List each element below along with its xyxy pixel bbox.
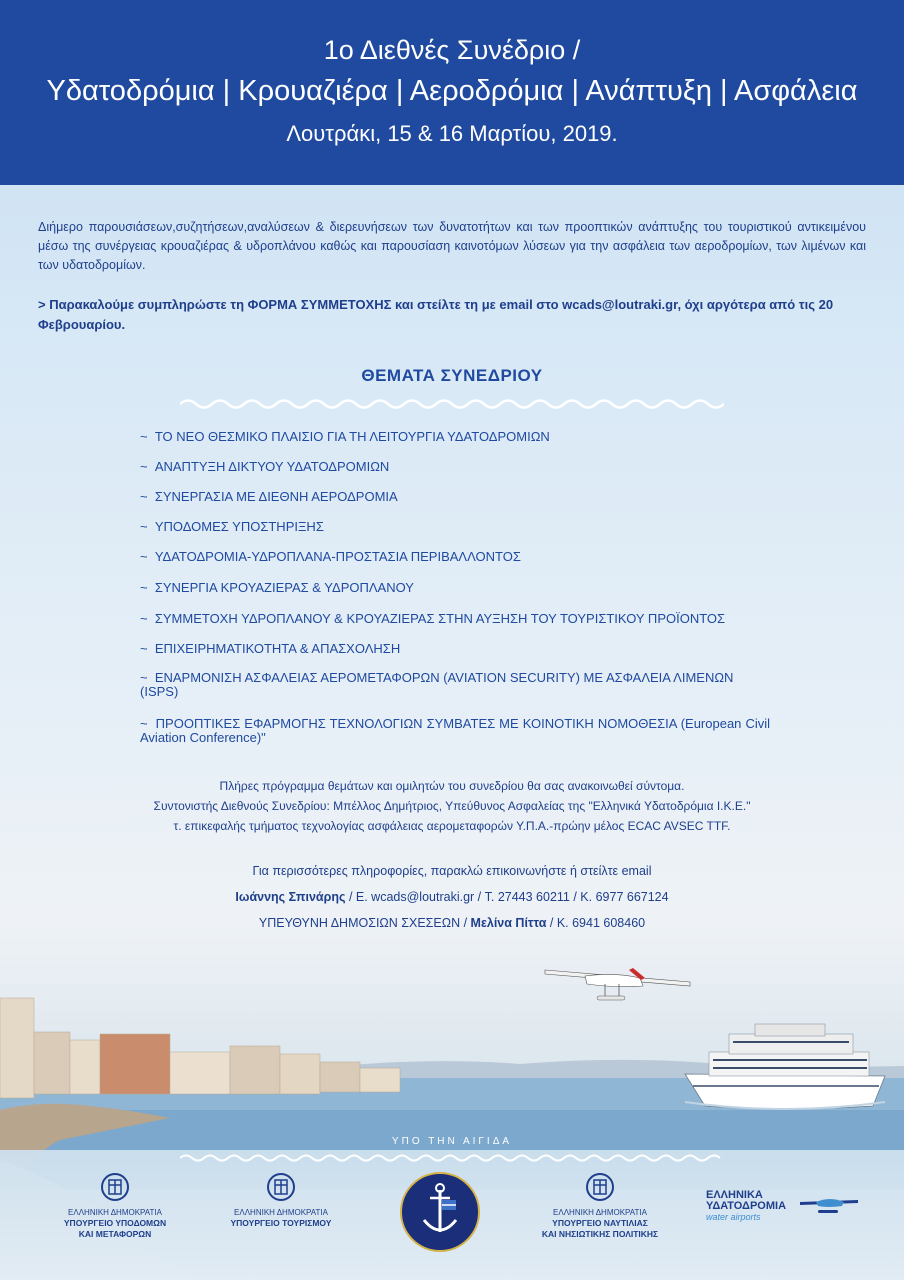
coast-guard-emblem [400,1172,480,1252]
coordinator-line: Συντονιστής Διεθνούς Συνεδρίου: Μπέλλος Δημήτριος, Υπεύθυνος Ασφαλείας της "Ελληνικά Υδατοδρόμια Ι.Κ.Ε." [153,799,751,813]
wave-divider [180,396,724,412]
wave-divider-footer [180,1152,724,1164]
topic-item: ~ ΣΥΝΕΡΓΑΣΙΑ ΜΕ ΔΙΕΘΝΗ ΑΕΡΟΔΡΟΜΙΑ [140,489,398,504]
topic-item: ~ ΣΥΝΕΡΓΙΑ ΚΡΟΥΑΖΙΕΡΑΣ & ΥΔΡΟΠΛΑΝΟΥ [140,580,414,595]
topics-heading: ΘΕΜΑΤΑ ΣΥΝΕΔΡΙΟΥ [361,366,543,385]
dash-icon: ~ [140,519,155,534]
ministry-shipping-logo: ΕΛΛΗΝΙΚΗ ΔΗΜΟΚΡΑΤΙΑ ΥΠΟΥΡΓΕΙΟ ΝΑΥΤΙΛΙΑΣ ΚΑΙ ΝΗΣΙΩΤΙΚΗΣ ΠΟΛΙΤΙΚΗΣ [520,1172,680,1240]
registration-notice: > Παρακαλούμε συμπληρώστε τη ΦΟΡΜΑ ΣΥΜΜΕΤΟΧΗΣ και στείλτε τη με email στο wcads@loutraki.gr, όχι αργότερα από τις 20 Φεβρουαρίου. [38,297,834,332]
coordinator-credentials: τ. επικεφαλής τμήματος τεχνολογίας ασφάλειας αερομεταφορών Υ.Π.Α.-πρώην μέλος ECAC AVSEC TTF. [173,819,731,833]
seaplane-icon [798,1192,860,1216]
topic-item: ~ ΕΝΑΡΜΟΝΙΣΗ ΑΣΦΑΛΕΙΑΣ ΑΕΡΟΜΕΤΑΦΟΡΩΝ (AVIATION SECURITY) ΜΕ ΑΣΦΑΛΕΙΑ ΛΙΜΕΝΩΝ (ISPS) [140,670,734,699]
contact-details-primary: / Ε. wcads@loutraki.gr / Τ. 27443 60211 / Κ. 6977 667124 [345,890,669,904]
topic-item: ~ ΥΔΑΤΟΔΡΟΜΙΑ-ΥΔΡΟΠΛΑΝΑ-ΠΡΟΣΤΑΣΙΑ ΠΕΡΙΒΑΛΛΟΝΤΟΣ [140,549,521,564]
anchor-emblem-icon [402,1174,478,1250]
topic-item: ~ ΤΟ ΝΕΟ ΘΕΣΜΙΚΟ ΠΛΑΙΣΙΟ ΓΙΑ ΤΗ ΛΕΙΤΟΥΡΓΙΑ ΥΔΑΤΟΔΡΟΜΙΩΝ [140,429,550,444]
dash-icon: ~ [140,459,155,474]
conference-subtitle: Υδατοδρόμια | Κρουαζιέρα | Αεροδρόμια | Ανάπτυξη | Ασφάλεια [46,75,858,107]
hellenic-water-airports-logo: ΕΛΛΗΝΙΚΑ ΥΔΑΤΟΔΡΟΜΙΑ water airports [706,1190,866,1226]
greek-emblem-icon [266,1172,296,1202]
town-buildings [0,998,400,1098]
dash-icon: ~ [140,716,156,731]
contact-primary [0,890,904,904]
greek-emblem-icon [585,1172,615,1202]
dash-icon: ~ [140,489,155,504]
header-banner [0,0,904,185]
program-note: Πλήρες πρόγραμμα θεμάτων και ομιλητών του συνεδρίου θα σας ανακοινωθεί σύντομα. [219,779,685,793]
conference-title: 1ο Διεθνές Συνέδριο / [323,35,581,65]
intro-paragraph: Διήμερο παρουσιάσεων,συζητήσεων,αναλύσεων & διερευνήσεων των δυνατοτήτων και των προοπτικών ανάπτυξης του τουριστικού αντικειμένου μέσω της συνέργειας κρουαζιέρας & υδροπλάνου καθώς και παρουσίαση καινοτόμων λύσεων για την ασφάλεια των αεροδρομίων, των λιμένων και των υδατοδρομίων. [38,220,866,272]
greek-emblem-icon [100,1172,130,1202]
topic-item: ~ ΕΠΙΧΕΙΡΗΜΑΤΙΚΟΤΗΤΑ & ΑΠΑΣΧΟΛΗΣΗ [140,641,401,656]
contact-name-pr: Μελίνα Πίττα [470,916,547,930]
topic-item: ~ ΥΠΟΔΟΜΕΣ ΥΠΟΣΤΗΡΙΞΗΣ [140,519,324,534]
patronage-heading: ΥΠΟ ΤΗΝ ΑΙΓΙΔΑ [391,1136,513,1147]
topic-item: ~ ΑΝΑΠΤΥΞΗ ΔΙΚΤΥΟΥ ΥΔΑΤΟΔΡΟΜΙΩΝ [140,459,390,474]
cruise-ship-illustration [685,1024,885,1109]
dash-icon: ~ [140,549,155,564]
dash-icon: ~ [140,611,155,626]
contact-name-primary: Ιωάννης Σπινάρης [235,890,346,904]
ministry-tourism-logo: ΕΛΛΗΝΙΚΗ ΔΗΜΟΚΡΑΤΙΑ ΥΠΟΥΡΓΕΙΟ ΤΟΥΡΙΣΜΟΥ [206,1172,356,1229]
contact-intro: Για περισσότερες πληροφορίες, παρακλώ επικοινωνήστε ή στείλτε email [252,864,652,878]
dash-icon: ~ [140,641,155,656]
seaplane-illustration [545,968,690,1000]
dash-icon: ~ [140,429,155,444]
dash-icon: ~ [140,580,155,595]
dash-icon: ~ [140,670,155,685]
contact-details-pr: / Κ. 6941 608460 [546,916,646,930]
ministry-infrastructure-logo: ΕΛΛΗΝΙΚΗ ΔΗΜΟΚΡΑΤΙΑ ΥΠΟΥΡΓΕΙΟ ΥΠΟΔΟΜΩΝ ΚΑΙ ΜΕΤΑΦΟΡΩΝ [40,1172,190,1240]
contact-role-pr: ΥΠΕΥΘΥΝΗ ΔΗΜΟΣΙΩΝ ΣΧΕΣΕΩΝ / [258,916,471,930]
conference-date-location: Λουτράκι, 15 & 16 Μαρτίου, 2019. [286,121,618,146]
contact-pr [0,916,904,930]
topic-item: ~ ΠΡΟΟΠΤΙΚΕΣ ΕΦΑΡΜΟΓΗΣ ΤΕΧΝΟΛΟΓΙΩΝ ΣΥΜΒΑΤΕΣ ΜΕ ΚΟΙΝΟΤΙΚΗ ΝΟΜΟΘΕΣΙΑ (European Civil Aviation Conference)" [140,716,770,745]
topic-item: ~ ΣΥΜΜΕΤΟΧΗ ΥΔΡΟΠΛΑΝΟΥ & ΚΡΟΥΑΖΙΕΡΑΣ ΣΤΗΝ ΑΥΞΗΣΗ ΤΟΥ ΤΟΥΡΙΣΤΙΚΟΥ ΠΡΟΪΟΝΤΟΣ [140,611,726,626]
